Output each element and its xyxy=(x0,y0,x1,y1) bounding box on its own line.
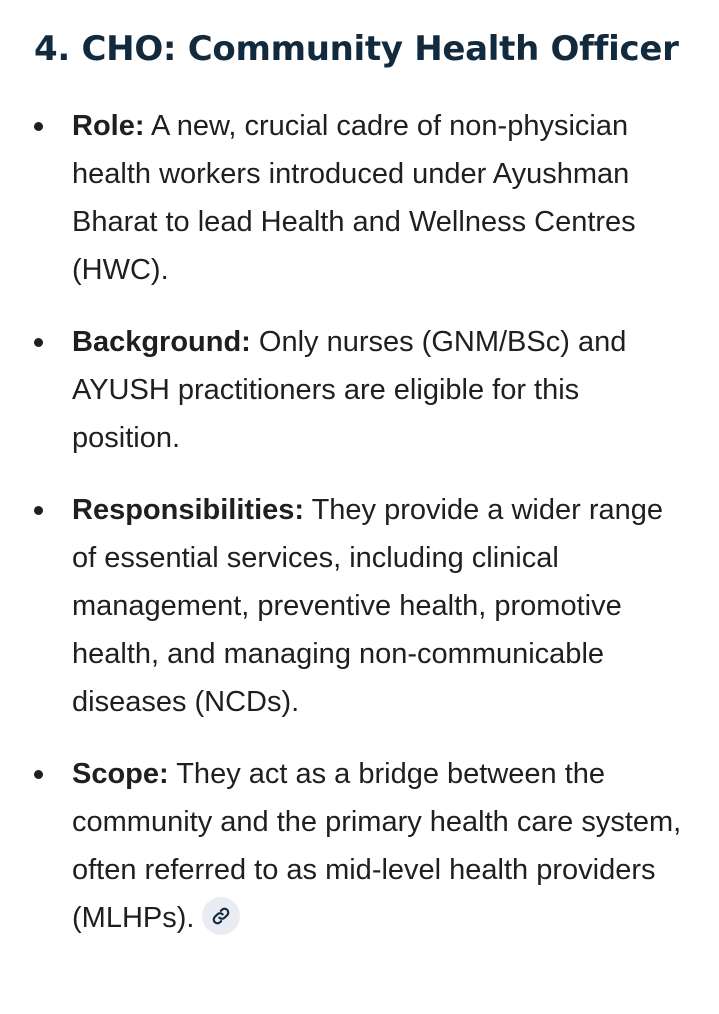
bullet-dot xyxy=(34,770,43,779)
term-label: Background: xyxy=(72,326,251,358)
term-description: Only nurses (GNM/BSc) and AYUSH practitioners are eligible for this position. xyxy=(72,326,627,454)
list-item-responsibilities xyxy=(34,486,694,726)
list-item-scope xyxy=(34,750,694,942)
answer-content xyxy=(34,22,694,966)
bullet-list xyxy=(34,102,694,942)
term-label: Role: xyxy=(72,110,145,142)
source-link-button[interactable] xyxy=(202,897,240,935)
term-description: They act as a bridge between the community and the primary health care system, often referred to as mid-level health providers (MLHPs). xyxy=(72,758,682,934)
bullet-dot xyxy=(34,338,43,347)
term-label: Responsibilities: xyxy=(72,494,305,526)
term-description: They provide a wider range of essential services, including clinical management, preventive health, promotive health, and managing non-communicable diseases (NCDs). xyxy=(72,494,663,718)
link-icon xyxy=(211,906,231,926)
section-heading: 4. CHO: Community Health Officer xyxy=(34,29,679,69)
bullet-dot xyxy=(34,122,43,131)
term-description: A new, crucial cadre of non-physician health workers introduced under Ayushman Bharat to lead Health and Wellness Centres (HWC). xyxy=(72,110,636,286)
list-item-role xyxy=(34,102,694,294)
bullet-dot xyxy=(34,506,43,515)
list-item-background xyxy=(34,318,694,462)
term-label: Scope: xyxy=(72,758,169,790)
